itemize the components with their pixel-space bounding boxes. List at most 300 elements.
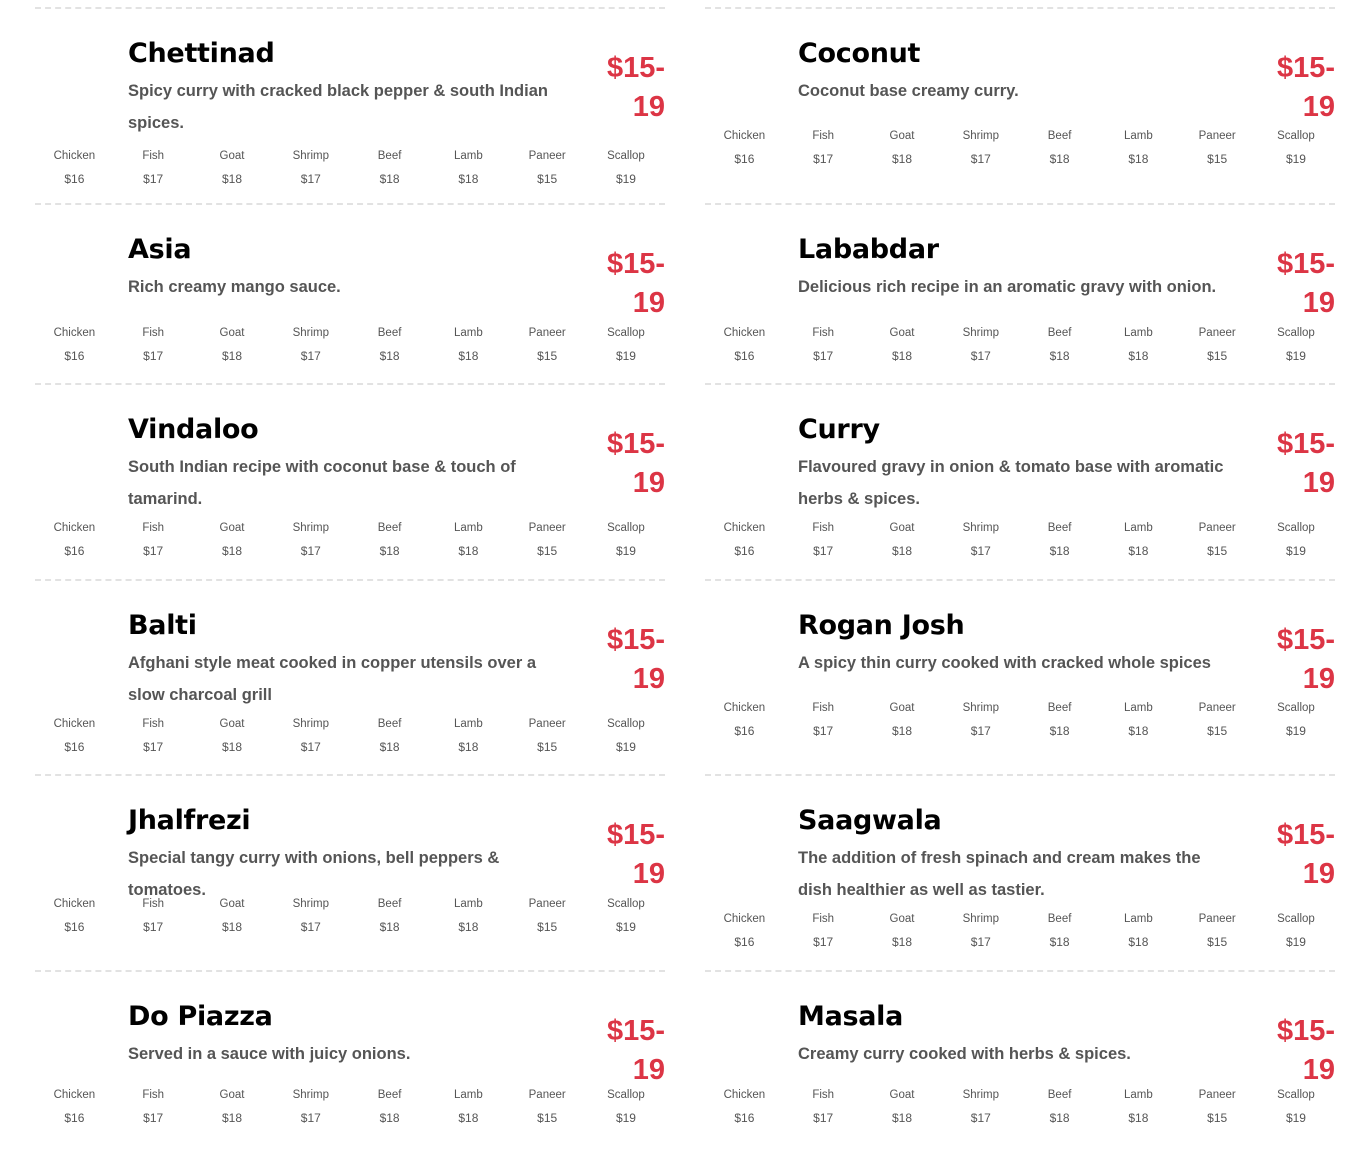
option-paneer [1178, 128, 1257, 167]
item-name: Saagwala [798, 805, 942, 836]
item-price: $15-19 [1276, 624, 1335, 695]
option-name: Shrimp [962, 702, 999, 714]
menu-item-curry [705, 383, 1335, 579]
option-price: $16 [734, 935, 755, 949]
option-name: Paneer [1198, 130, 1236, 142]
option-name: Goat [889, 522, 915, 534]
menu-item-saagwala [705, 774, 1335, 970]
option-name: Shrimp [292, 1089, 329, 1101]
menu-item-do-piazza [35, 970, 665, 1170]
protein-options [705, 1087, 1335, 1126]
option-name: Scallop [1277, 702, 1315, 714]
option-price: $18 [458, 172, 479, 186]
option-fish [784, 520, 863, 559]
option-lamb [429, 148, 508, 187]
option-scallop [1257, 325, 1336, 364]
option-name: Beef [1047, 327, 1072, 339]
item-description: South Indian recipe with coconut base & touch of tamarind. [128, 458, 516, 508]
option-fish [114, 896, 193, 935]
option-chicken [35, 1087, 114, 1126]
item-description: Coconut base creamy curry. [798, 82, 1019, 100]
option-price: $17 [970, 724, 991, 738]
option-lamb [1099, 700, 1178, 739]
option-beef [1020, 1087, 1099, 1126]
option-goat [863, 700, 942, 739]
option-name: Goat [889, 913, 915, 925]
option-price: $19 [1285, 724, 1306, 738]
option-name: Lamb [453, 522, 483, 534]
item-price: $15-19 [606, 52, 665, 123]
option-beef [350, 520, 429, 559]
option-price: $15 [537, 740, 558, 754]
option-name: Scallop [607, 898, 645, 910]
item-price: $15-19 [606, 1015, 665, 1086]
option-name: Goat [889, 327, 915, 339]
item-name: Rogan Josh [798, 610, 965, 641]
option-price: $16 [734, 1111, 755, 1125]
option-price: $17 [300, 740, 321, 754]
option-name: Scallop [607, 718, 645, 730]
option-price: $18 [1128, 1111, 1149, 1125]
option-name: Paneer [1198, 327, 1236, 339]
option-price: $17 [813, 724, 834, 738]
option-beef [350, 325, 429, 364]
option-goat [193, 520, 272, 559]
item-price: $15-19 [1276, 428, 1335, 499]
option-price: $19 [615, 740, 636, 754]
option-name: Lamb [1123, 1089, 1153, 1101]
option-price: $18 [1049, 1111, 1070, 1125]
protein-options [35, 896, 665, 935]
item-name: Masala [798, 1001, 904, 1032]
option-price: $18 [1049, 935, 1070, 949]
option-fish [784, 325, 863, 364]
option-price: $16 [734, 544, 755, 558]
option-name: Beef [1047, 130, 1072, 142]
option-chicken [705, 128, 784, 167]
option-beef [1020, 520, 1099, 559]
option-price: $18 [221, 920, 242, 934]
option-price: $18 [1128, 349, 1149, 363]
protein-options [705, 128, 1335, 167]
item-description: Spicy curry with cracked black pepper & south Indian spices. [128, 82, 548, 132]
item-price: $15-19 [1276, 1015, 1335, 1086]
option-price: $15 [1207, 152, 1228, 166]
option-price: $18 [1128, 724, 1149, 738]
option-name: Goat [219, 1089, 245, 1101]
option-price: $17 [300, 1111, 321, 1125]
option-name: Goat [889, 1089, 915, 1101]
option-name: Fish [812, 702, 835, 714]
option-price: $18 [1128, 152, 1149, 166]
option-price: $17 [813, 544, 834, 558]
option-name: Scallop [1277, 522, 1315, 534]
menu-item-masala [705, 970, 1335, 1170]
option-price: $18 [1049, 724, 1070, 738]
option-price: $18 [891, 544, 912, 558]
option-price: $18 [458, 544, 479, 558]
option-chicken [35, 716, 114, 755]
option-scallop [1257, 1087, 1336, 1126]
option-price: $17 [813, 1111, 834, 1125]
option-goat [193, 148, 272, 187]
option-shrimp [941, 520, 1020, 559]
item-price: $15-19 [1276, 52, 1335, 123]
option-name: Chicken [53, 327, 96, 339]
item-description: Delicious rich recipe in an aromatic gravy with onion. [798, 278, 1217, 296]
option-name: Lamb [453, 150, 483, 162]
option-price: $17 [970, 544, 991, 558]
option-price: $15 [1207, 349, 1228, 363]
item-description: Flavoured gravy in onion & tomato base with aromatic herbs & spices. [798, 458, 1224, 508]
option-price: $19 [615, 544, 636, 558]
protein-options [705, 700, 1335, 739]
option-name: Shrimp [962, 1089, 999, 1101]
item-name: Chettinad [128, 38, 275, 69]
option-price: $16 [734, 724, 755, 738]
option-scallop [587, 1087, 666, 1126]
option-price: $18 [1049, 544, 1070, 558]
option-name: Beef [1047, 913, 1072, 925]
option-paneer [508, 148, 587, 187]
item-description: A spicy thin curry cooked with cracked whole spices [798, 654, 1211, 672]
option-name: Fish [812, 327, 835, 339]
item-description: Afghani style meat cooked in copper utensils over a slow charcoal grill [128, 654, 537, 704]
option-name: Fish [142, 327, 165, 339]
option-chicken [705, 1087, 784, 1126]
option-shrimp [941, 911, 1020, 950]
option-price: $18 [1128, 544, 1149, 558]
option-name: Lamb [1123, 327, 1153, 339]
option-name: Chicken [723, 130, 766, 142]
option-chicken [705, 520, 784, 559]
option-price: $18 [221, 172, 242, 186]
option-name: Scallop [607, 150, 645, 162]
option-price: $18 [379, 1111, 400, 1125]
option-name: Beef [377, 898, 402, 910]
option-paneer [508, 896, 587, 935]
option-shrimp [941, 325, 1020, 364]
option-price: $18 [891, 152, 912, 166]
option-scallop [1257, 700, 1336, 739]
option-name: Chicken [723, 913, 766, 925]
option-scallop [587, 896, 666, 935]
option-price: $15 [537, 172, 558, 186]
option-lamb [429, 520, 508, 559]
option-name: Shrimp [962, 913, 999, 925]
option-price: $19 [1285, 1111, 1306, 1125]
item-description: Special tangy curry with onions, bell peppers & tomatoes. [128, 849, 500, 899]
item-name: Do Piazza [128, 1001, 273, 1032]
item-price: $15-19 [606, 624, 665, 695]
option-name: Beef [377, 150, 402, 162]
option-name: Shrimp [292, 150, 329, 162]
menu-item-rogan-josh [705, 579, 1335, 774]
option-name: Fish [812, 913, 835, 925]
option-price: $15 [1207, 544, 1228, 558]
option-shrimp [271, 148, 350, 187]
option-goat [193, 1087, 272, 1126]
option-price: $19 [615, 349, 636, 363]
option-name: Shrimp [292, 718, 329, 730]
option-name: Chicken [53, 1089, 96, 1101]
item-price: $15-19 [606, 428, 665, 499]
option-price: $16 [64, 740, 85, 754]
option-chicken [705, 700, 784, 739]
item-price: $15-19 [1276, 819, 1335, 890]
option-fish [114, 1087, 193, 1126]
option-chicken [35, 325, 114, 364]
option-price: $17 [143, 349, 164, 363]
option-price: $18 [1049, 152, 1070, 166]
option-name: Beef [1047, 522, 1072, 534]
option-price: $19 [1285, 935, 1306, 949]
option-name: Paneer [1198, 702, 1236, 714]
option-scallop [587, 520, 666, 559]
option-lamb [1099, 128, 1178, 167]
option-name: Goat [219, 718, 245, 730]
option-price: $18 [458, 920, 479, 934]
option-beef [350, 1087, 429, 1126]
item-name: Coconut [798, 38, 921, 69]
option-name: Beef [1047, 702, 1072, 714]
option-price: $16 [64, 1111, 85, 1125]
protein-options [705, 911, 1335, 950]
option-goat [193, 325, 272, 364]
option-price: $19 [1285, 152, 1306, 166]
option-price: $16 [64, 349, 85, 363]
option-name: Fish [142, 150, 165, 162]
option-chicken [705, 911, 784, 950]
option-name: Goat [219, 327, 245, 339]
option-name: Chicken [723, 327, 766, 339]
option-beef [1020, 911, 1099, 950]
option-name: Scallop [607, 522, 645, 534]
option-shrimp [271, 1087, 350, 1126]
option-price: $16 [734, 152, 755, 166]
option-price: $17 [970, 935, 991, 949]
option-price: $18 [221, 740, 242, 754]
option-beef [350, 148, 429, 187]
option-beef [350, 896, 429, 935]
option-price: $17 [143, 172, 164, 186]
option-price: $16 [734, 349, 755, 363]
option-price: $18 [891, 349, 912, 363]
option-name: Lamb [453, 898, 483, 910]
menu-item-chettinad [35, 7, 665, 203]
option-scallop [1257, 128, 1336, 167]
option-price: $17 [300, 172, 321, 186]
option-goat [863, 128, 942, 167]
option-name: Paneer [528, 150, 566, 162]
menu-item-lababdar [705, 203, 1335, 383]
option-name: Paneer [1198, 1089, 1236, 1101]
option-price: $18 [221, 349, 242, 363]
option-name: Lamb [453, 718, 483, 730]
option-name: Goat [889, 130, 915, 142]
option-scallop [1257, 911, 1336, 950]
option-name: Scallop [1277, 130, 1315, 142]
option-chicken [35, 896, 114, 935]
menu-item-jhalfrezi [35, 774, 665, 970]
option-price: $18 [379, 740, 400, 754]
option-price: $19 [615, 920, 636, 934]
option-name: Paneer [528, 327, 566, 339]
option-name: Scallop [1277, 913, 1315, 925]
option-fish [114, 716, 193, 755]
option-name: Goat [219, 522, 245, 534]
option-price: $18 [221, 1111, 242, 1125]
option-lamb [1099, 325, 1178, 364]
option-price: $18 [221, 544, 242, 558]
option-fish [114, 325, 193, 364]
option-name: Goat [219, 150, 245, 162]
option-goat [863, 911, 942, 950]
protein-options [35, 148, 665, 187]
option-shrimp [271, 325, 350, 364]
option-fish [114, 148, 193, 187]
option-name: Shrimp [962, 130, 999, 142]
option-shrimp [271, 716, 350, 755]
option-name: Chicken [723, 522, 766, 534]
option-name: Goat [219, 898, 245, 910]
option-price: $18 [891, 1111, 912, 1125]
option-name: Fish [142, 898, 165, 910]
option-paneer [1178, 520, 1257, 559]
protein-options [35, 1087, 665, 1126]
option-fish [784, 1087, 863, 1126]
option-price: $19 [1285, 349, 1306, 363]
option-name: Fish [142, 718, 165, 730]
option-price: $17 [813, 349, 834, 363]
option-scallop [1257, 520, 1336, 559]
option-name: Beef [377, 718, 402, 730]
protein-options [35, 520, 665, 559]
option-name: Scallop [607, 1089, 645, 1101]
option-beef [350, 716, 429, 755]
option-price: $17 [813, 152, 834, 166]
option-name: Beef [1047, 1089, 1072, 1101]
option-lamb [1099, 520, 1178, 559]
option-price: $17 [970, 349, 991, 363]
option-goat [863, 1087, 942, 1126]
option-price: $17 [970, 152, 991, 166]
item-name: Asia [128, 234, 192, 265]
option-price: $18 [379, 349, 400, 363]
option-chicken [35, 520, 114, 559]
item-name: Vindaloo [128, 414, 259, 445]
option-name: Chicken [53, 898, 96, 910]
option-name: Lamb [1123, 522, 1153, 534]
option-lamb [1099, 911, 1178, 950]
option-name: Lamb [1123, 913, 1153, 925]
option-name: Shrimp [962, 522, 999, 534]
item-name: Jhalfrezi [128, 805, 251, 836]
option-price: $15 [537, 544, 558, 558]
option-name: Scallop [1277, 327, 1315, 339]
option-name: Chicken [723, 1089, 766, 1101]
option-goat [193, 716, 272, 755]
item-name: Curry [798, 414, 880, 445]
option-paneer [1178, 911, 1257, 950]
option-price: $17 [143, 544, 164, 558]
option-name: Shrimp [962, 327, 999, 339]
option-name: Chicken [723, 702, 766, 714]
option-scallop [587, 148, 666, 187]
option-name: Fish [812, 130, 835, 142]
option-paneer [508, 520, 587, 559]
option-chicken [35, 148, 114, 187]
option-name: Fish [812, 522, 835, 534]
option-price: $15 [1207, 724, 1228, 738]
option-shrimp [271, 896, 350, 935]
option-name: Beef [377, 1089, 402, 1101]
option-beef [1020, 128, 1099, 167]
option-name: Beef [377, 327, 402, 339]
option-price: $17 [813, 935, 834, 949]
option-scallop [587, 325, 666, 364]
option-price: $19 [1285, 544, 1306, 558]
option-name: Lamb [453, 1089, 483, 1101]
option-shrimp [941, 128, 1020, 167]
item-description: Served in a sauce with juicy onions. [128, 1045, 411, 1063]
item-description: Creamy curry cooked with herbs & spices. [798, 1045, 1131, 1063]
option-price: $18 [458, 740, 479, 754]
option-fish [784, 128, 863, 167]
option-price: $15 [1207, 1111, 1228, 1125]
option-price: $17 [143, 740, 164, 754]
option-price: $16 [64, 544, 85, 558]
option-shrimp [941, 1087, 1020, 1126]
option-paneer [1178, 700, 1257, 739]
option-fish [784, 700, 863, 739]
item-price: $15-19 [1276, 248, 1335, 319]
option-price: $15 [537, 1111, 558, 1125]
option-paneer [1178, 325, 1257, 364]
option-price: $18 [379, 544, 400, 558]
option-lamb [429, 325, 508, 364]
item-description: Rich creamy mango sauce. [128, 278, 341, 296]
option-price: $16 [64, 920, 85, 934]
option-name: Beef [377, 522, 402, 534]
option-price: $19 [615, 172, 636, 186]
option-lamb [1099, 1087, 1178, 1126]
option-name: Paneer [1198, 522, 1236, 534]
option-goat [863, 325, 942, 364]
item-name: Lababdar [798, 234, 939, 265]
option-paneer [508, 1087, 587, 1126]
option-price: $17 [970, 1111, 991, 1125]
menu-item-asia [35, 203, 665, 383]
option-lamb [429, 1087, 508, 1126]
option-name: Chicken [53, 522, 96, 534]
option-name: Paneer [528, 522, 566, 534]
option-name: Scallop [1277, 1089, 1315, 1101]
option-fish [784, 911, 863, 950]
option-name: Lamb [1123, 702, 1153, 714]
option-price: $18 [379, 172, 400, 186]
option-lamb [429, 896, 508, 935]
option-price: $17 [143, 920, 164, 934]
option-scallop [587, 716, 666, 755]
option-shrimp [271, 520, 350, 559]
option-name: Shrimp [292, 522, 329, 534]
option-name: Lamb [453, 327, 483, 339]
option-price: $18 [379, 920, 400, 934]
option-name: Shrimp [292, 898, 329, 910]
option-name: Lamb [1123, 130, 1153, 142]
menu-item-coconut [705, 7, 1335, 203]
